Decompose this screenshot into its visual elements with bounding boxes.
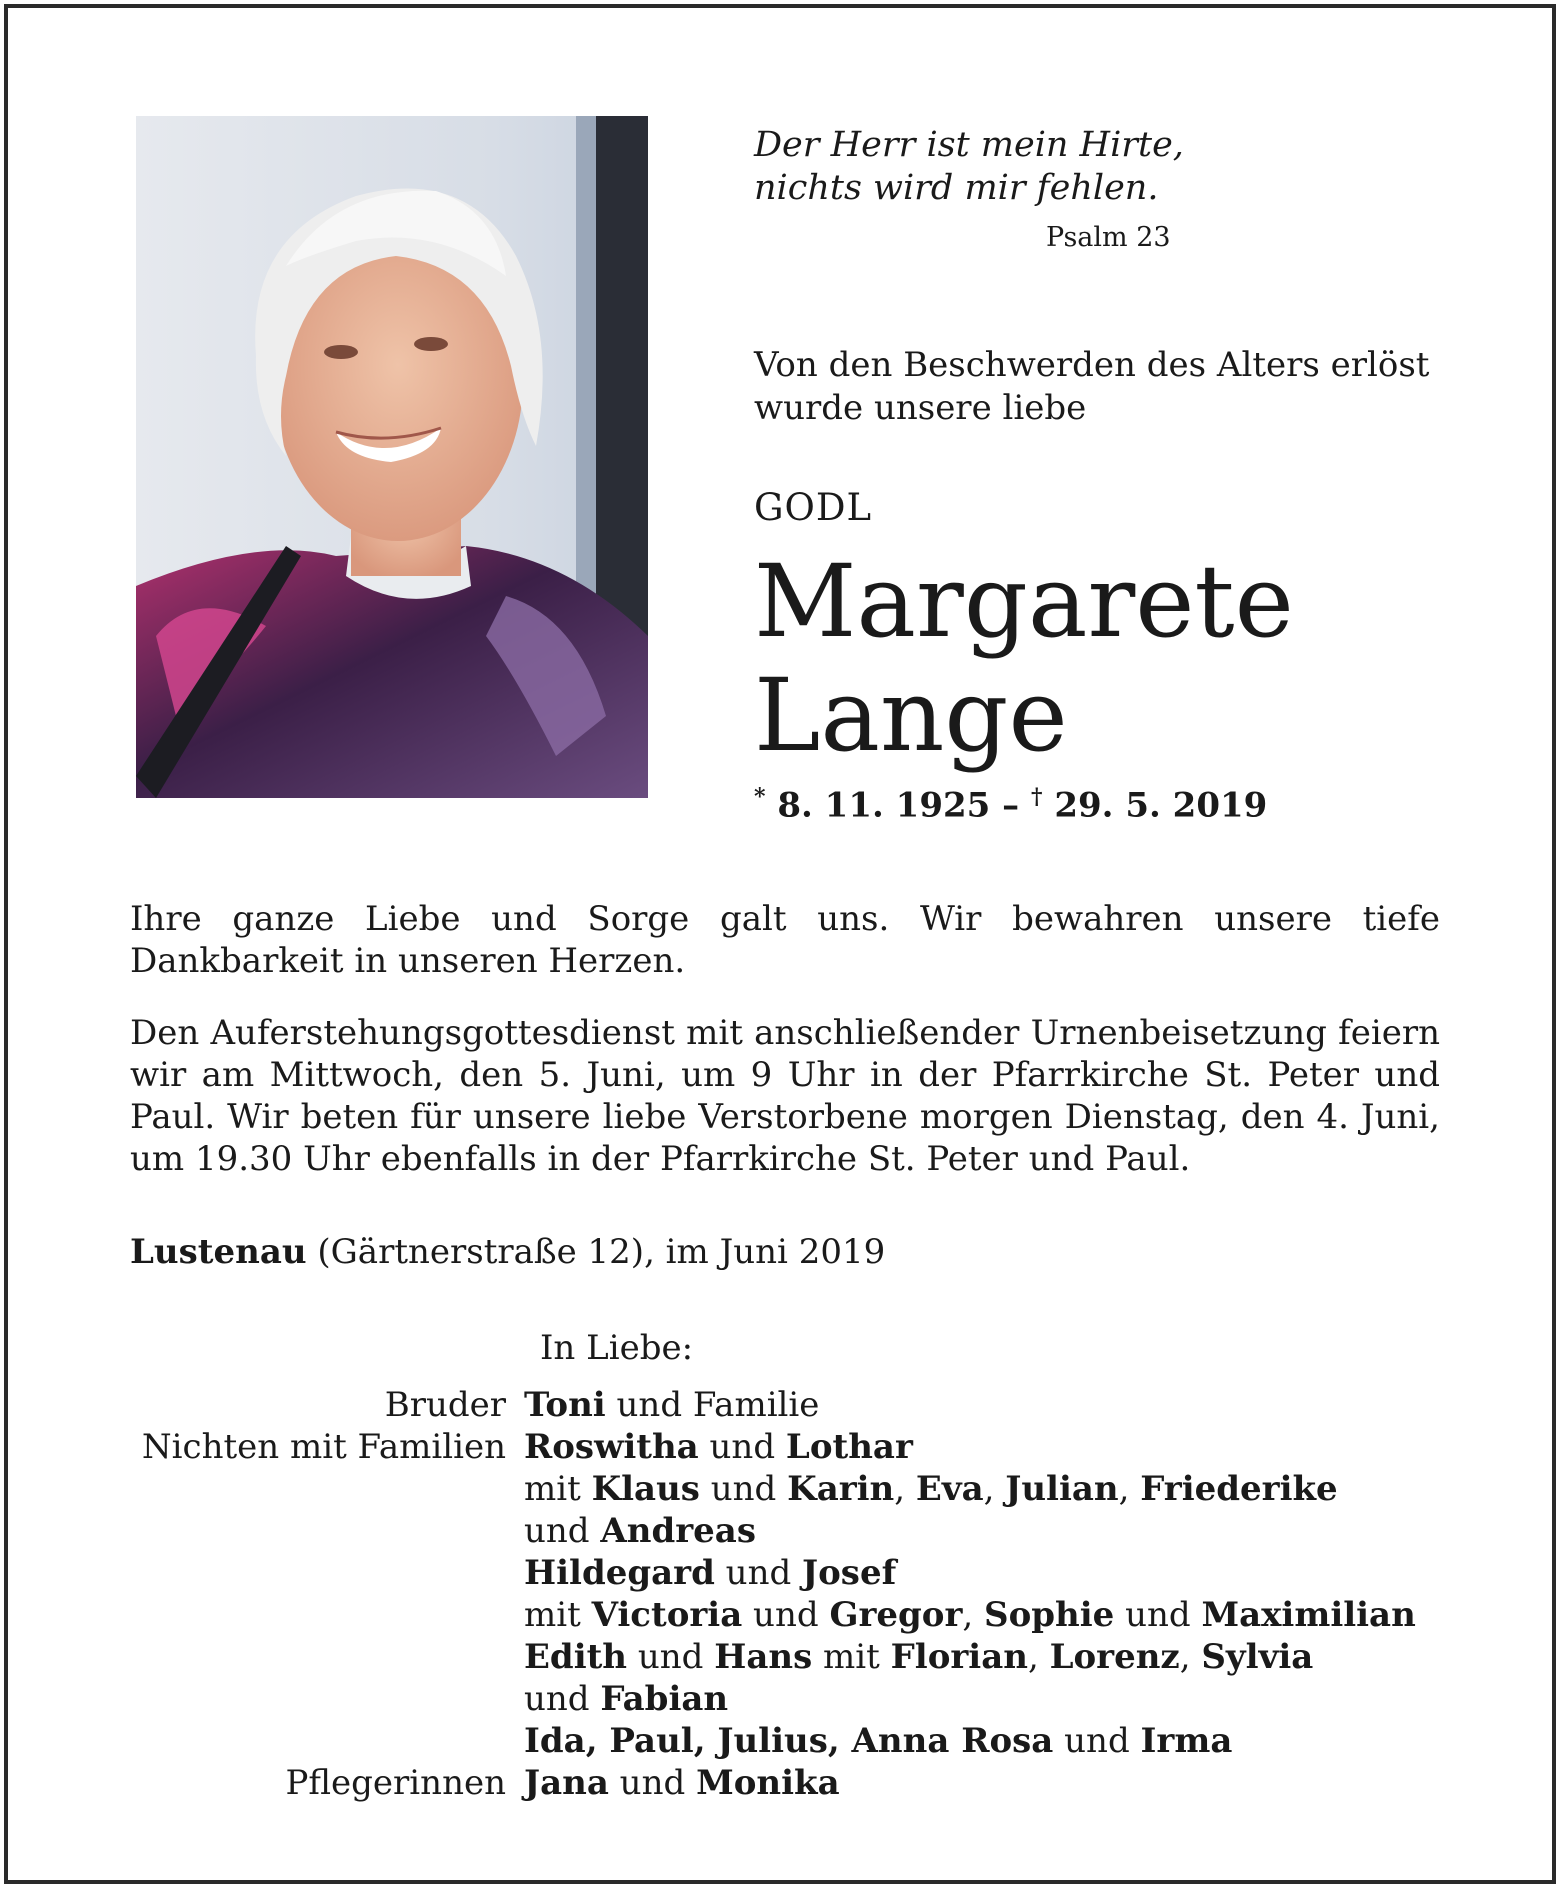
life-dates: [754, 784, 1267, 825]
quote-line-2: nichts wird mir fehlen.: [754, 168, 1159, 208]
connector: ,: [983, 1469, 1006, 1509]
mourner-names: [524, 1720, 1480, 1762]
mourner-names: [524, 1510, 1480, 1552]
birth-date: 8. 11. 1925 –: [765, 785, 1031, 826]
mourner-row: [100, 1384, 1480, 1426]
mourner-names: [524, 1678, 1480, 1720]
name: Sophie: [984, 1595, 1115, 1635]
name: Edith: [524, 1637, 628, 1677]
mourner-row: [100, 1426, 1480, 1468]
family-name: Lange: [754, 657, 1068, 774]
name: Jana: [524, 1763, 609, 1803]
death-mark: †: [1030, 784, 1043, 810]
surname-prefix: GODL: [754, 486, 873, 529]
gratitude-paragraph: Ihre ganze Liebe und Sorge galt uns. Wir bewahren unsere tiefe Dankbarkeit in unseren Herzen.: [130, 899, 1440, 981]
name: Josef: [802, 1553, 897, 1593]
mourner-names: [524, 1552, 1480, 1594]
name: Gregor: [829, 1595, 963, 1635]
intro-line-1: Von den Beschwerden des Alters erlöst: [754, 345, 1430, 385]
name: Karin: [787, 1469, 895, 1509]
mourner-row: [100, 1636, 1480, 1678]
role-label: Nichten mit Familien: [141, 1427, 506, 1467]
name: Monika: [696, 1763, 840, 1803]
connector: und: [524, 1679, 601, 1719]
connector: ,: [1118, 1469, 1141, 1509]
connector: und: [524, 1511, 601, 1551]
service-paragraph: Den Auferstehungsgottesdienst mit anschließender Urnenbeisetzung feiern wir am Mittwoch, den 5. Juni, um 9 Uhr in der Pfarrkirche St. Peter und Paul. Wir beten für unsere liebe Verstorbene morgen Dienstag, den 4. Juni, um 19.30 Uhr ebenfalls in der Pfarrkirche St. Peter und Paul.: [130, 1013, 1440, 1179]
role-label: Pflegerinnen: [285, 1763, 506, 1803]
connector: mit: [524, 1469, 592, 1509]
connector: und: [1053, 1721, 1141, 1761]
death-date: 29. 5. 2019: [1042, 785, 1268, 826]
name: Irma: [1140, 1721, 1233, 1761]
birth-mark: *: [754, 784, 766, 810]
name: Ida, Paul, Julius, Anna Rosa: [524, 1721, 1054, 1761]
intro-text: [754, 344, 1444, 430]
name: Roswitha: [524, 1427, 699, 1467]
name: Fabian: [600, 1679, 729, 1719]
name: Andreas: [600, 1511, 756, 1551]
portrait-photo: [136, 116, 648, 798]
mourner-row: [100, 1594, 1480, 1636]
mourner-names: [524, 1384, 1480, 1426]
name: Klaus: [591, 1469, 700, 1509]
name: Hans: [714, 1637, 813, 1677]
name: Hildegard: [524, 1553, 715, 1593]
name: Maximilian: [1201, 1595, 1416, 1635]
connector: und: [714, 1553, 803, 1593]
name: Florian: [890, 1637, 1028, 1677]
connector: ,: [1179, 1637, 1202, 1677]
mourner-names: [524, 1426, 1480, 1468]
mourner-row: [100, 1720, 1480, 1762]
mourner-row: [100, 1678, 1480, 1720]
connector: und: [742, 1595, 830, 1635]
mourner-row: [100, 1468, 1480, 1510]
signoff: In Liebe:: [540, 1328, 694, 1368]
connector: und: [698, 1427, 786, 1467]
mourner-names: [524, 1468, 1480, 1510]
name: Eva: [915, 1469, 984, 1509]
connector: und: [608, 1763, 697, 1803]
mourner-row: [100, 1510, 1480, 1552]
connector: ,: [894, 1469, 916, 1509]
name: Victoria: [591, 1595, 743, 1635]
quote-line-1: Der Herr ist mein Hirte,: [754, 125, 1184, 165]
connector: und: [627, 1637, 715, 1677]
connector: und Familie: [605, 1385, 820, 1425]
name: Sylvia: [1201, 1637, 1314, 1677]
connector: ,: [962, 1595, 985, 1635]
quote-source: Psalm 23: [1046, 222, 1171, 253]
connector: ,: [1027, 1637, 1050, 1677]
place-date-line: [130, 1232, 885, 1272]
mourner-row: [100, 1762, 1480, 1804]
connector: mit: [524, 1595, 592, 1635]
name: Friederike: [1140, 1469, 1338, 1509]
connector: und: [1114, 1595, 1202, 1635]
place-details: (Gärtnerstraße 12), im Juni 2019: [306, 1232, 886, 1272]
given-name: Margarete: [754, 543, 1294, 660]
intro-line-2: wurde unsere liebe: [754, 388, 1087, 428]
name: Julian: [1005, 1469, 1119, 1509]
name: Toni: [524, 1385, 606, 1425]
mourners-list: [100, 1384, 1480, 1804]
name: Lothar: [785, 1427, 913, 1467]
mourner-names: [524, 1636, 1480, 1678]
mourner-names: [524, 1594, 1480, 1636]
name: Lorenz: [1049, 1637, 1180, 1677]
role-label: Bruder: [384, 1385, 506, 1425]
mourner-names: [524, 1762, 1480, 1804]
mourner-row: [100, 1552, 1480, 1594]
bible-quote: [754, 124, 1194, 210]
place-city: Lustenau: [130, 1232, 307, 1272]
connector: mit: [812, 1637, 891, 1677]
connector: und: [699, 1469, 788, 1509]
